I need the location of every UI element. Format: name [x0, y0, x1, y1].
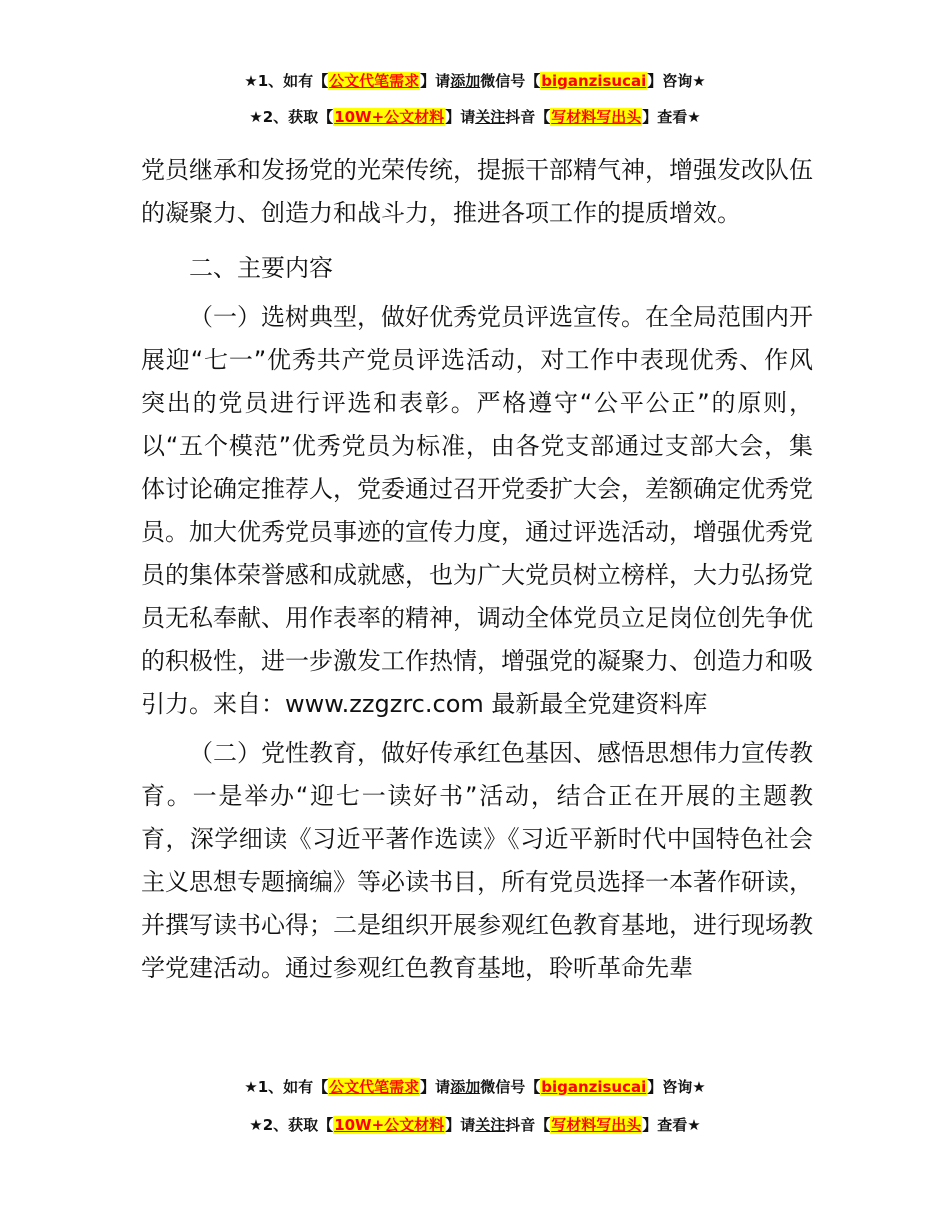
bottom-banner-line-2	[0, 1114, 950, 1136]
banner-text: 】咨询★	[647, 1078, 706, 1096]
banner-text: 】查看★	[642, 108, 701, 126]
banner-highlight-wechat-id: biganzisucai	[541, 72, 647, 90]
banner-highlight-materials: 10W+公文材料	[334, 108, 445, 126]
banner-text: 抖音【	[505, 108, 551, 126]
banner-underlined-text: 关注	[475, 108, 506, 126]
bottom-banner-line-1	[0, 1076, 950, 1098]
banner-text: ★1、如有【	[244, 1078, 329, 1096]
banner-highlight-wechat-id: biganzisucai	[541, 1078, 647, 1096]
banner-highlight-douyin-id: 写材料写出头	[551, 108, 642, 126]
banner-text: 微信号【	[480, 1078, 541, 1096]
banner-underlined-text: 添加	[450, 72, 481, 90]
banner-text: ★2、获取【	[249, 108, 334, 126]
paragraph-section-1: （一）选树典型，做好优秀党员评选宣传。在全局范围内开展迎“七一”优秀共产党员评选活动，对工作中表现优秀、作风突出的党员进行评选和表彰。严格遵守“公平公正”的原则，以“五个模范”优秀党员为标准，由各党支部通过支部大会，集体讨论确定推荐人，党委通过召开党委扩大会，差额确定优秀党员。加大优秀党员事迹的宣传力度，通过评选活动，增强优秀党员的集体荣誉感和成就感，也为广大党员树立榜样，大力弘扬党员无私奉献、用作表率的精神，调动全体党员立足岗位创先争优的积极性，进一步激发工作热情，增强党的凝聚力、创造力和吸引力。来自：www.zzgzrc.com 最新最全党建资料库	[141, 303, 813, 718]
banner-highlight-service: 公文代笔需求	[329, 72, 420, 90]
banner-text: 】咨询★	[647, 72, 706, 90]
banner-text: 】请	[445, 108, 476, 126]
banner-text: ★1、如有【	[244, 72, 329, 90]
section-heading-main-content: 二、主要内容	[189, 254, 333, 282]
top-banner-line-2	[0, 106, 950, 128]
banner-text: 】请	[445, 1116, 476, 1134]
banner-text: 】请	[420, 72, 451, 90]
banner-text: 】查看★	[642, 1116, 701, 1134]
banner-highlight-materials: 10W+公文材料	[334, 1116, 445, 1134]
banner-highlight-douyin-id: 写材料写出头	[551, 1116, 642, 1134]
banner-text: 抖音【	[505, 1116, 551, 1134]
banner-underlined-text: 添加	[450, 1078, 481, 1096]
banner-text: 微信号【	[480, 72, 541, 90]
banner-text: 】请	[420, 1078, 451, 1096]
document-body	[141, 149, 813, 990]
top-banner-line-1	[0, 70, 950, 92]
paragraph-intro-continuation: 党员继承和发扬党的光荣传统，提振干部精气神，增强发改队伍的凝聚力、创造力和战斗力，推进各项工作的提质增效。	[141, 156, 813, 227]
paragraph-section-2: （二）党性教育，做好传承红色基因、感悟思想伟力宣传教育。一是举办“迎七一读好书”活动，结合正在开展的主题教育，深学细读《习近平著作选读》《习近平新时代中国特色社会主义思想专题摘编》等必读书目，所有党员选择一本著作研读，并撰写读书心得；二是组织开展参观红色教育基地，进行现场教学党建活动。通过参观红色教育基地，聆听革命先辈	[141, 739, 813, 982]
banner-highlight-service: 公文代笔需求	[329, 1078, 420, 1096]
banner-text: ★2、获取【	[249, 1116, 334, 1134]
banner-underlined-text: 关注	[475, 1116, 506, 1134]
